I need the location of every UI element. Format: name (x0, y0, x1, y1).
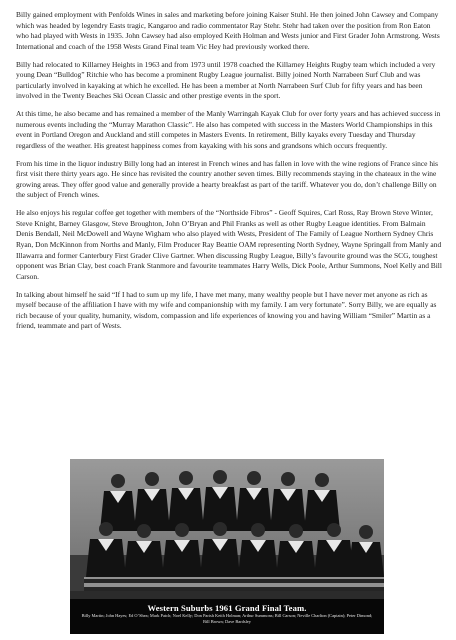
paragraph: Billy gained employment with Penfolds Wines in sales and marketing before joining Kaiser Stuhl. He then joined John Cawsey and Company which was headed by legendry Easts tragic, Kangaroo and radio commentator Ray Stehr. Stehr had taken over the position from Ron Eaton who had played with Wests in 1935. John Cawsey had also employed Keith Holman and Wests junior and First Grader John Armstrong. Wests International and coach of the 1958 Wests Grand Final team Vic Hey had previously worked there. (16, 10, 440, 51)
article-body (16, 10, 442, 339)
team-photo (70, 459, 384, 634)
paragraph: He also enjoys his regular coffee get together with members of the “Northside Fibros” - Geoff Squires, Carl Ross, Ray Brown Steve Winter, Steve Knight, Barney Glasgow, Steve Broughton, John O’Bryan and Phil Franks as well as other Rugby League identities. From Balmain Denis Bendall, Neil McDowell and Wayne Wigham who also played with Wests, President of The Family of League Northern Sydney Chris Ryan, Don McKinnon from Norths and Manly, Film Producer Ray Beattie OAM representing North Sydney, Wayne Springall from Manly and Illawarra and former Canterbury First Grader Clive Gartner. When discussing Rugby League, Billy’s favourite ground was the SCG, toughest opponent was Brian Clay, best coach Frank Stanmore and favourite teammates Harry Wells, Dick Poole, Arthur Summons, Noel Kelly and Bill Carson. (16, 208, 442, 281)
paragraph: Billy had relocated to Killarney Heights in 1963 and from 1973 until 1978 coached the Killarney Heights Rugby team which included a very young Dean “Bulldog” Ritchie who has become a prominent Rugby League journalist. Billy joined North Narrabeen Surf Club and was particularly involved in kayaking at which he excelled. He has been a member at North Narrabeen Surf Club for fifty years and has been involved in the Twenty Beaches Ski Ocean Classic and other prestige events in the sport. (16, 59, 436, 101)
paragraph: At this time, he also became and has remained a member of the Manly Warringah Kayak Club for over forty years and has achieved success in numerous events including the “Murray Marathon Classic”. He also has competed with success in the Masters World Championships in this event in Portland Oregon and Auckland and still competes in Masters Events. In retirement, Billy kayaks every Tuesday and Thursday regardless of the weather. His greatest happiness comes from kayaking with his sons and grandsons which occurs frequently. (16, 109, 441, 150)
caption-names: Billy Martin; John Hayes; Ed O’Shea; Mark Patch; Noel Kelly; Don Parish Keith Holman; Arthur Summons; Bill Carson; Neville Charlton (Captain); Peter Dimond; Bill Brown; Dave Bardsley (81, 613, 373, 624)
caption-title: Western Suburbs 1961 Grand Final Team. (147, 603, 307, 613)
paragraph: From his time in the liquor industry Billy long had an interest in French wines and has fallen in love with the wine regions of France since his first visit there thirty years ago. He since has revisited the country another seven times. Billy recommends staying in the chateaux in the wine growing areas. They offer good value and generally provide a hearty breakfast as part of the tariff. Whatever you do, don’t challenge Billy on the subject of French wines. (16, 158, 439, 200)
photo-caption (70, 599, 384, 634)
paragraph: In talking about himself he said “If I had to sum up my life, I have met many, many wealthy people but I have never met anyone as rich as myself because of the affiliation I have with my wife and companionship with my family. I am very fortunate”. Sorry Billy, we are equally as rich because of your quality, humanity, wisdom, compassion and life experiences of knowing you and having William “Smiler” Martin as a friend, teammate and part of Wests. (16, 289, 437, 331)
